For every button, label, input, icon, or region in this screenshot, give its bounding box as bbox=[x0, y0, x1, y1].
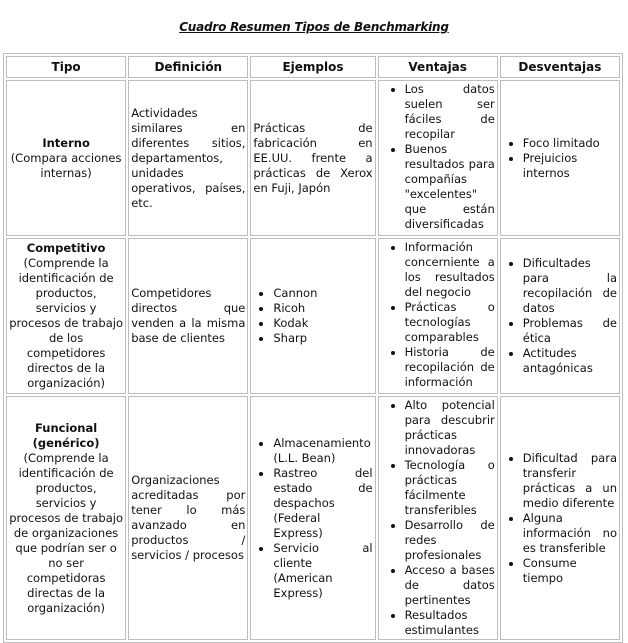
list-item: • Rastreo del estado de despachos (Federal Express) bbox=[273, 466, 372, 541]
list-item: • Ricoh bbox=[273, 301, 372, 316]
desventajas-cell bbox=[500, 80, 620, 236]
table-row bbox=[6, 396, 620, 640]
tipo-cell bbox=[6, 238, 126, 394]
header-desventajas: Desventajas bbox=[500, 56, 620, 78]
list-item: • Resultados estimulantes bbox=[405, 608, 495, 638]
list-item: • Alto potencial para descubrir prácticas innovadoras bbox=[405, 398, 495, 458]
list-item: • Tecnología o prácticas fácilmente transferibles bbox=[405, 458, 495, 518]
list-item: • Buenos resultados para compañías "excelentes" que están diversificadas bbox=[405, 142, 495, 232]
list-item: • Sharp bbox=[273, 331, 372, 346]
list-item: • Los datos suelen ser fáciles de recopilar bbox=[405, 82, 495, 142]
list-item: • Servicio al cliente (American Express) bbox=[273, 541, 372, 601]
tipo-name: Funcional (genérico) bbox=[32, 420, 100, 450]
header-ventajas: Ventajas bbox=[378, 56, 498, 78]
tipo-name: Interno bbox=[42, 135, 90, 150]
definicion-cell: Actividades similares en diferentes sitios, departamentos, unidades operativos, países, etc. bbox=[128, 80, 248, 236]
header-row bbox=[6, 56, 620, 78]
list-item: • Alguna información no es transferible bbox=[523, 511, 617, 556]
tipo-cell bbox=[6, 80, 126, 236]
ventajas-cell bbox=[378, 238, 498, 394]
list-item: • Desarrollo de redes profesionales bbox=[405, 518, 495, 563]
tipo-description: (Compara acciones internas) bbox=[10, 150, 122, 180]
table-row bbox=[6, 80, 620, 236]
definicion-cell: Competidores directos que venden a la misma base de clientes bbox=[128, 238, 248, 394]
document-title: Cuadro Resumen Tipos de Benchmarking bbox=[179, 20, 449, 34]
header-definicion: Definición bbox=[128, 56, 248, 78]
desventajas-cell bbox=[500, 238, 620, 394]
tipo-name: Competitivo bbox=[26, 241, 106, 255]
tipo-description: (Comprende la identificación de productos, servicios y procesos de trabajo de organizaciones que podrían ser o no ser competidoras directas de la organización) bbox=[9, 450, 123, 615]
list-item: • Información concerniente a los resultados del negocio bbox=[405, 240, 495, 300]
list-item: • Prácticas o tecnologías comparables bbox=[405, 300, 495, 345]
list-item: • Actitudes antagónicas bbox=[523, 346, 617, 376]
list-item: • Acceso a bases de datos pertinentes bbox=[405, 563, 495, 608]
ejemplos-cell bbox=[250, 396, 375, 640]
benchmarking-table bbox=[3, 53, 623, 643]
definicion-cell: Organizaciones acreditadas por tener lo más avanzado en productos / servicios / procesos bbox=[128, 396, 248, 640]
list-item: • Historia de recopilación de información bbox=[405, 345, 495, 390]
list-item: • Dificultad para transferir prácticas a un medio diferente bbox=[523, 451, 617, 511]
tipo-cell bbox=[6, 396, 126, 640]
list-item: • Prejuicios internos bbox=[523, 151, 617, 181]
header-tipo: Tipo bbox=[6, 56, 126, 78]
desventajas-cell bbox=[500, 396, 620, 640]
list-item: • Almacenamiento (L.L. Bean) bbox=[273, 436, 372, 466]
ventajas-cell bbox=[378, 396, 498, 640]
list-item: • Cannon bbox=[273, 286, 372, 301]
header-ejemplos: Ejemplos bbox=[250, 56, 375, 78]
list-item: • Consume tiempo bbox=[523, 556, 617, 586]
tipo-description: (Comprende la identificación de productos, servicios y procesos de trabajo de los competidores directos de la organización) bbox=[9, 256, 123, 390]
ejemplos-cell bbox=[250, 238, 375, 394]
ventajas-cell bbox=[378, 80, 498, 236]
list-item: • Kodak bbox=[273, 316, 372, 331]
table-row bbox=[6, 238, 620, 394]
list-item: • Dificultades para la recopilación de datos bbox=[523, 256, 617, 316]
list-item: • Foco limitado bbox=[523, 136, 617, 151]
ejemplos-cell: Prácticas de fabricación en EE.UU. frente a prácticas de Xerox en Fuji, Japón bbox=[250, 80, 375, 236]
list-item: • Problemas de ética bbox=[523, 316, 617, 346]
